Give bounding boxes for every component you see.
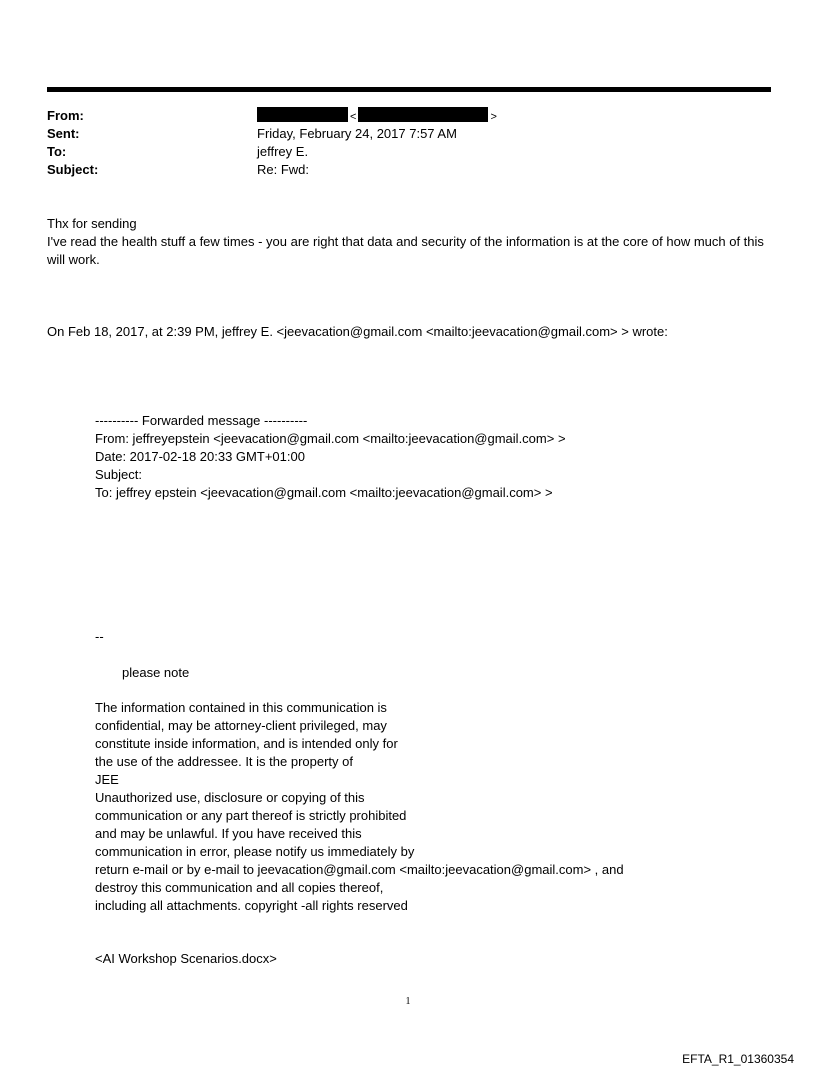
to-label: To: [47, 144, 67, 159]
forward-from: From: jeffreyepstein <jeevacation@gmail.com <mailto:jeevacation@gmail.com> > [95, 431, 566, 446]
disclaimer-line: and may be unlawful. If you have received this [95, 826, 362, 841]
subject-value: Re: Fwd: [257, 162, 310, 177]
disclaimer-line: including all attachments. copyright -all rights reserved [95, 898, 408, 913]
disclaimer-line: the use of the addressee. It is the property of [95, 754, 353, 769]
disclaimer-line: communication in error, please notify us immediately by [95, 844, 415, 859]
redacted-sender-name [257, 107, 348, 122]
from-close-bracket: > [490, 111, 497, 123]
disclaimer-line: destroy this communication and all copies thereof, [95, 880, 384, 895]
disclaimer [95, 699, 624, 915]
forward-subject: Subject: [95, 467, 142, 482]
disclaimer-line: confidential, may be attorney-client privileged, may [95, 718, 387, 733]
forward-date: Date: 2017-02-18 20:33 GMT+01:00 [95, 449, 305, 464]
forwarded-block [95, 412, 566, 502]
sent-value: Friday, February 24, 2017 7:57 AM [257, 126, 457, 141]
signature-dashes: -- [95, 629, 104, 644]
bates-number: EFTA_R1_01360354 [682, 1052, 794, 1066]
to-row [47, 143, 499, 161]
disclaimer-line: constitute inside information, and is intended only for [95, 736, 398, 751]
please-note: please note [122, 665, 190, 680]
from-open-bracket: < [350, 111, 357, 123]
forward-separator: ---------- Forwarded message ---------- [95, 413, 308, 428]
header-rule [47, 87, 771, 92]
email-header [47, 107, 499, 179]
disclaimer-line: The information contained in this communication is [95, 700, 387, 715]
from-value [257, 107, 499, 125]
from-label: From: [47, 108, 84, 123]
reply-body: I've read the health stuff a few times - you are right that data and security of the information is at the core of how much of this will work. [47, 234, 764, 267]
attachment-name: <AI Workshop Scenarios.docx> [95, 951, 277, 966]
reply-greeting: Thx for sending [47, 216, 137, 231]
disclaimer-line: return e-mail or by e-mail to jeevacation@gmail.com <mailto:jeevacation@gmail.com> , and [95, 862, 624, 877]
subject-row [47, 161, 499, 179]
quote-intro: On Feb 18, 2017, at 2:39 PM, jeffrey E. <jeevacation@gmail.com <mailto:jeevacation@gmail.com> > wrote: [47, 324, 668, 339]
to-value: jeffrey E. [257, 144, 309, 159]
subject-label: Subject: [47, 162, 99, 177]
sent-row [47, 125, 499, 143]
redacted-sender-email [358, 107, 488, 122]
sent-label: Sent: [47, 126, 80, 141]
disclaimer-line: communication or any part thereof is strictly prohibited [95, 808, 407, 823]
from-row [47, 107, 499, 125]
page-number: 1 [405, 996, 411, 1007]
disclaimer-line: Unauthorized use, disclosure or copying of this [95, 790, 365, 805]
disclaimer-line: JEE [95, 772, 119, 787]
forward-to: To: jeffrey epstein <jeevacation@gmail.com <mailto:jeevacation@gmail.com> > [95, 485, 553, 500]
